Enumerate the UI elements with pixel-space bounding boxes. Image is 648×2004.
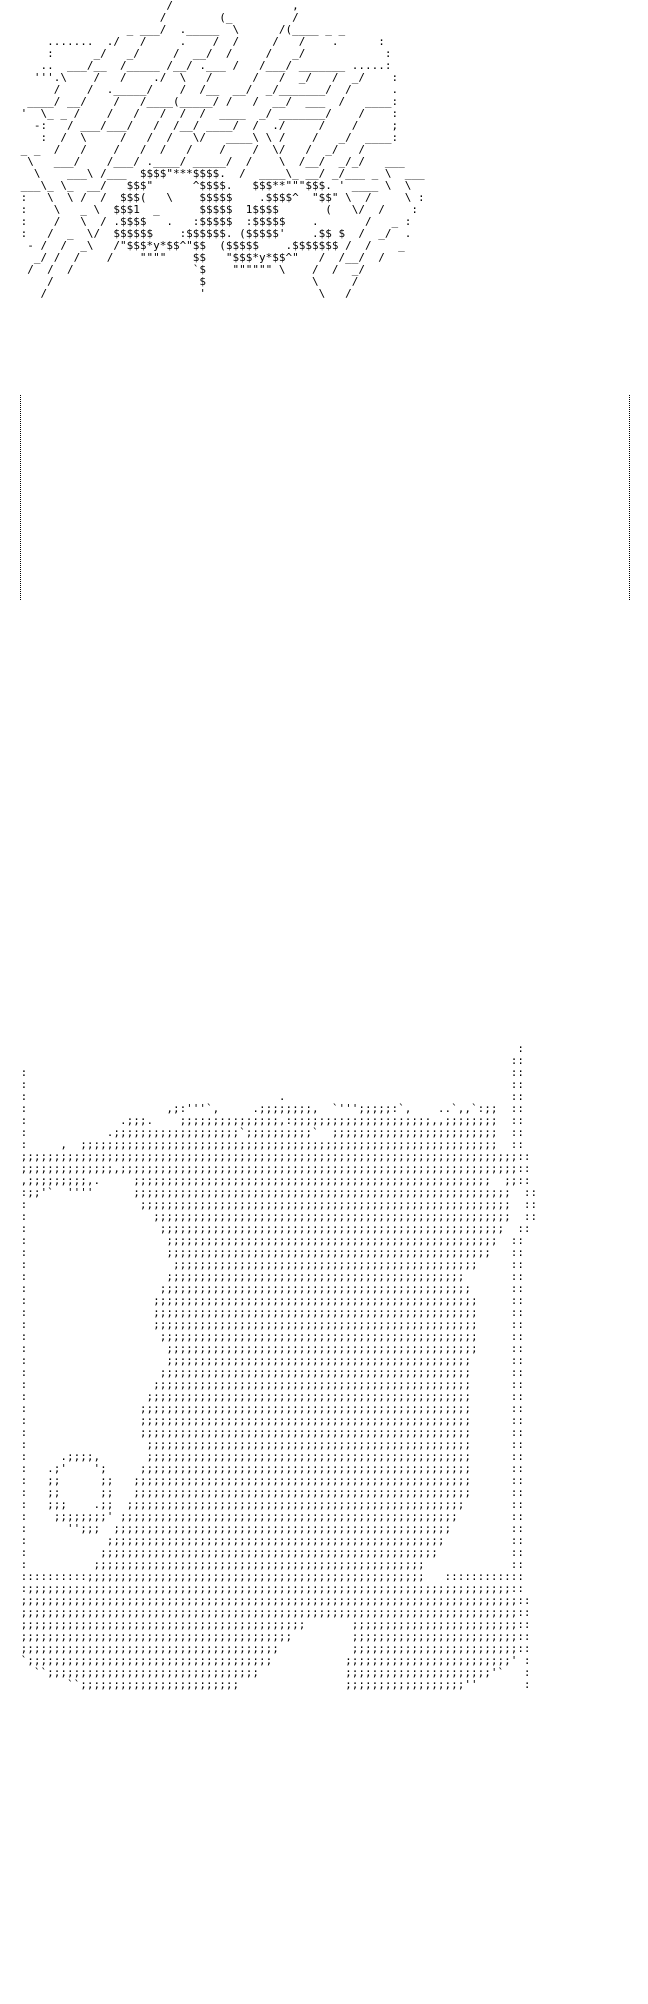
info-frame bbox=[20, 395, 630, 600]
ascii-monkey-graphic: : :: : :: : :: : . :: : ,;:'''`, .;;;;;;;;, `''';;;;;:`, ..`,,`:;; :: : .;;;. ;;;;;;;;;;;;;;;,:;;;;;;;;;;;;;;;;;;;;;,,;;;;;;;; :: : .;;;;;;;;;;;;;;;;;;;`;;;;;;;;;;` ;;;;;;;;;;;;;;;;;;;;;;;;; :: : , ;;;;;;;;;;;;;;;;;;;;;;;;;;;;;;;;;;;;;;;;;;;;;;;;;;;;;;;;;;;;;;; :: ;;;;;;;;;;;;;;;;;;;;;;;;;;;;;;;;;;;;;;;;;;;;;;;;;;;;;;;;;;;;;;;;;;;;;;;;;;;:: ;;;;;;;;;;;;;;,;;;;;;;;;;;;;;;;;;;;;;;;;;;;;;;;;;;;;;;;;;;;;;;;;;;;;;;;;;;;:: ,;;;;;;;;;,. ;;;;;;;;;;;;;;;;;;;;;;;;;;;;;;;;;;;;;;;;;;;;;;;;;;;;;; ;;:: :;;'` '''' ;;;;;;;;;;;;;;;;;;;;;;;;;;;;;;;;;;;;;;;;;;;;;;;;;;;;;;;;; :: : ;;;;;;;;;;;;;;;;;;;;;;;;;;;;;;;;;;;;;;;;;;;;;;;;;;;;;;;; :: : ;;;;;;;;;;;;;;;;;;;;;;;;;;;;;;;;;;;;;;;;;;;;;;;;;;;;;; :: : ;;;;;;;;;;;;;;;;;;;;;;;;;;;;;;;;;;;;;;;;;;;;;;;;;;;; :: : ;;;;;;;;;;;;;;;;;;;;;;;;;;;;;;;;;;;;;;;;;;;;;;;;;; :: : ;;;;;;;;;;;;;;;;;;;;;;;;;;;;;;;;;;;;;;;;;;;;;;;;; :: : ;;;;;;;;;;;;;;;;;;;;;;;;;;;;;;;;;;;;;;;;;;;;;; :: : ;;;;;;;;;;;;;;;;;;;;;;;;;;;;;;;;;;;;;;;;;;;;; :: : ;;;;;;;;;;;;;;;;;;;;;;;;;;;;;;;;;;;;;;;;;;;;;;; :: : ;;;;;;;;;;;;;;;;;;;;;;;;;;;;;;;;;;;;;;;;;;;;;;;;; :: : ;;;;;;;;;;;;;;;;;;;;;;;;;;;;;;;;;;;;;;;;;;;;;;;;; :: : ;;;;;;;;;;;;;;;;;;;;;;;;;;;;;;;;;;;;;;;;;;;;;;;;; :: : ;;;;;;;;;;;;;;;;;;;;;;;;;;;;;;;;;;;;;;;;;;;;;;;; :: : ;;;;;;;;;;;;;;;;;;;;;;;;;;;;;;;;;;;;;;;;;;;;;;; :: : ;;;;;;;;;;;;;;;;;;;;;;;;;;;;;;;;;;;;;;;;;;;;;; :: : ;;;;;;;;;;;;;;;;;;;;;;;;;;;;;;;;;;;;;;;;;;;;;;; :: : ;;;;;;;;;;;;;;;;;;;;;;;;;;;;;;;;;;;;;;;;;;;;;;;; :: : ;;;;;;;;;;;;;;;;;;;;;;;;;;;;;;;;;;;;;;;;;;;;;;;;; :: : ;;;;;;;;;;;;;;;;;;;;;;;;;;;;;;;;;;;;;;;;;;;;;;;;;; :: : ;;;;;;;;;;;;;;;;;;;;;;;;;;;;;;;;;;;;;;;;;;;;;;;;;; :: : ;;;;;;;;;;;;;;;;;;;;;;;;;;;;;;;;;;;;;;;;;;;;;;;;;; :: : ;;;;;;;;;;;;;;;;;;;;;;;;;;;;;;;;;;;;;;;;;;;;;;;;; :: : .;;;;, ;;;;;;;;;;;;;;;;;;;;;;;;;;;;;;;;;;;;;;;;;;;;;;;;; :: : .;' '; ;;;;;;;;;;;;;;;;;;;;;;;;;;;;;;;;;;;;;;;;;;;;;;;;;; :: : ;; ;; ;;;;;;;;;;;;;;;;;;;;;;;;;;;;;;;;;;;;;;;;;;;;;;;;;;; :: : ;; ;; ;;;;;;;;;;;;;;;;;;;;;;;;;;;;;;;;;;;;;;;;;;;;;;;;;;; :: : ;;; .;; ;;;;;;;;;;;;;;;;;;;;;;;;;;;;;;;;;;;;;;;;;;;;;;;;;;; :: : ;;;;;;;;' ;;;;;;;;;;;;;;;;;;;;;;;;;;;;;;;;;;;;;;;;;;;;;;;;;;; :: : '';;; ;;;;;;;;;;;;;;;;;;;;;;;;;;;;;;;;;;;;;;;;;;;;;;;;;;; :: : ;;;;;;;;;;;;;;;;;;;;;;;;;;;;;;;;;;;;;;;;;;;;;;;;;;; :: : ;;;;;;;;;;;;;;;;;;;;;;;;;;;;;;;;;;;;;;;;;;;;;;;;;;; :: : ;;;;;;;;;;;;;;;;;;;;;;;;;;;;;;;;;;;;;;;;;;;;;;;;;; :: ::::::::::;;;;;;;;;;;;;;;;;;;;;;;;;;;;;;;;;;;;;;;;;;;;;;;;;;; :::::::::::: :;;;;;;;;;;;;;;;;;;;;;;;;;;;;;;;;;;;;;;;;;;;;;;;;;;;;;;;;;;;;;;;;;;;;;;;;;:: ;;;;;;;;;;;;;;;;;;;;;;;;;;;;;;;;;;;;;;;;;;;;;;;;;;;;;;;;;;;;;;;;;;;;;;;;;;;:: ;;;;;;;;;;;;;;;;;;;;;;;;;;;;;;;;;;;;;;;;;;;;;;;;;;;;;;;;;;;;;;;;;;;;;;;;;;;:: ;;;;;;;;;;;;;;;;;;;;;;;;;;;;;;;;;;;;;;;;;;; ;;;;;;;;;;;;;;;;;;;;;;;;;:: ;;;;;;;;;;;;;;;;;;;;;;;;;;;;;;;;;;;;;;;;; ;;;;;;;;;;;;;;;;;;;;;;;;;:: ;;;;;;;;;;;;;;;;;;;;;;;;;;;;;;;;;;;;;;; ;;;;;;;;;;;;;;;;;;;;;;;;;:: `;;;;;;;;;;;;;;;;;;;;;;;;;;;;;;;;;;;;; ;;;;;;;;;;;;;;;;;;;;;;;;;' : ``;;;;;;;;;;;;;;;;;;;;;;;;;;;;;;;; ;;;;;;;;;;;;;;;;;;;;;;'` : ``;;;;;;;;;;;;;;;;;;;;;;;; ;;;;;;;;;;;;;;;;;;'' : bbox=[20, 1042, 538, 1691]
meta-row-publisher bbox=[32, 432, 143, 446]
meta-row-format bbox=[32, 480, 81, 494]
meta-row-date bbox=[32, 408, 129, 422]
meta-row-url bbox=[32, 504, 39, 518]
meta-row-author bbox=[32, 456, 39, 470]
ascii-logo-graphic: / , / (_ / _ ___/ ._____ \ /(____ _ _ ....... ./ / . / / / / . : : _/ _/ / __/ / / _/ : .. ___/__ /_____ /__/ .___ / /___/ _______ .....: '''.\ / / ./ \ / / / _/ / _/ : / / ._____/ / /__ __/ _/_______/ / . ____/ __/ / /____(_____/ / / __/ ___ / ____: ' \_ _ / / / / / / ____ _/ _______/ / : -: / ___/___/ / /__/ ____/ / ./ / / ; : / \ / / / \/ ____\ \ / / _/ ____: _ _ / / / / / / / / \/ / _/ / \ ___/ /___/ .____/ _____/ / \ /__/ _/_/ ___ \ ___\ /___ $$$$"***$$$$. / ____\_ __/ _/___ _ \ ___ ___\_ \_ __/ $$$" ^$$$$. $$$**"""$$$. ' ____ \ \ : \ \ / / $$$( \ $$$$$ .$$$$^ "$$" \ / \ : : \ _ \ $$$1 _ $$$$$ 1$$$$ ( \/ / : : / \ / .$$$$ . :$$$$$ :$$$$$ . / _ : : / _ \/ $$$$$$ :$$$$$$. ($$$$$' .$$ $ / _/ . - / / _\ /"$$$*y*$$^"$$ ($$$$$ .$$$$$$$ / / _ _/ / / / """" $$ "$$$*y*$$^" / /__/ / / / / `$ """""" \ / / _/ / $ \ / / ' \ / bbox=[20, 0, 425, 300]
meta-row-language bbox=[32, 528, 67, 542]
